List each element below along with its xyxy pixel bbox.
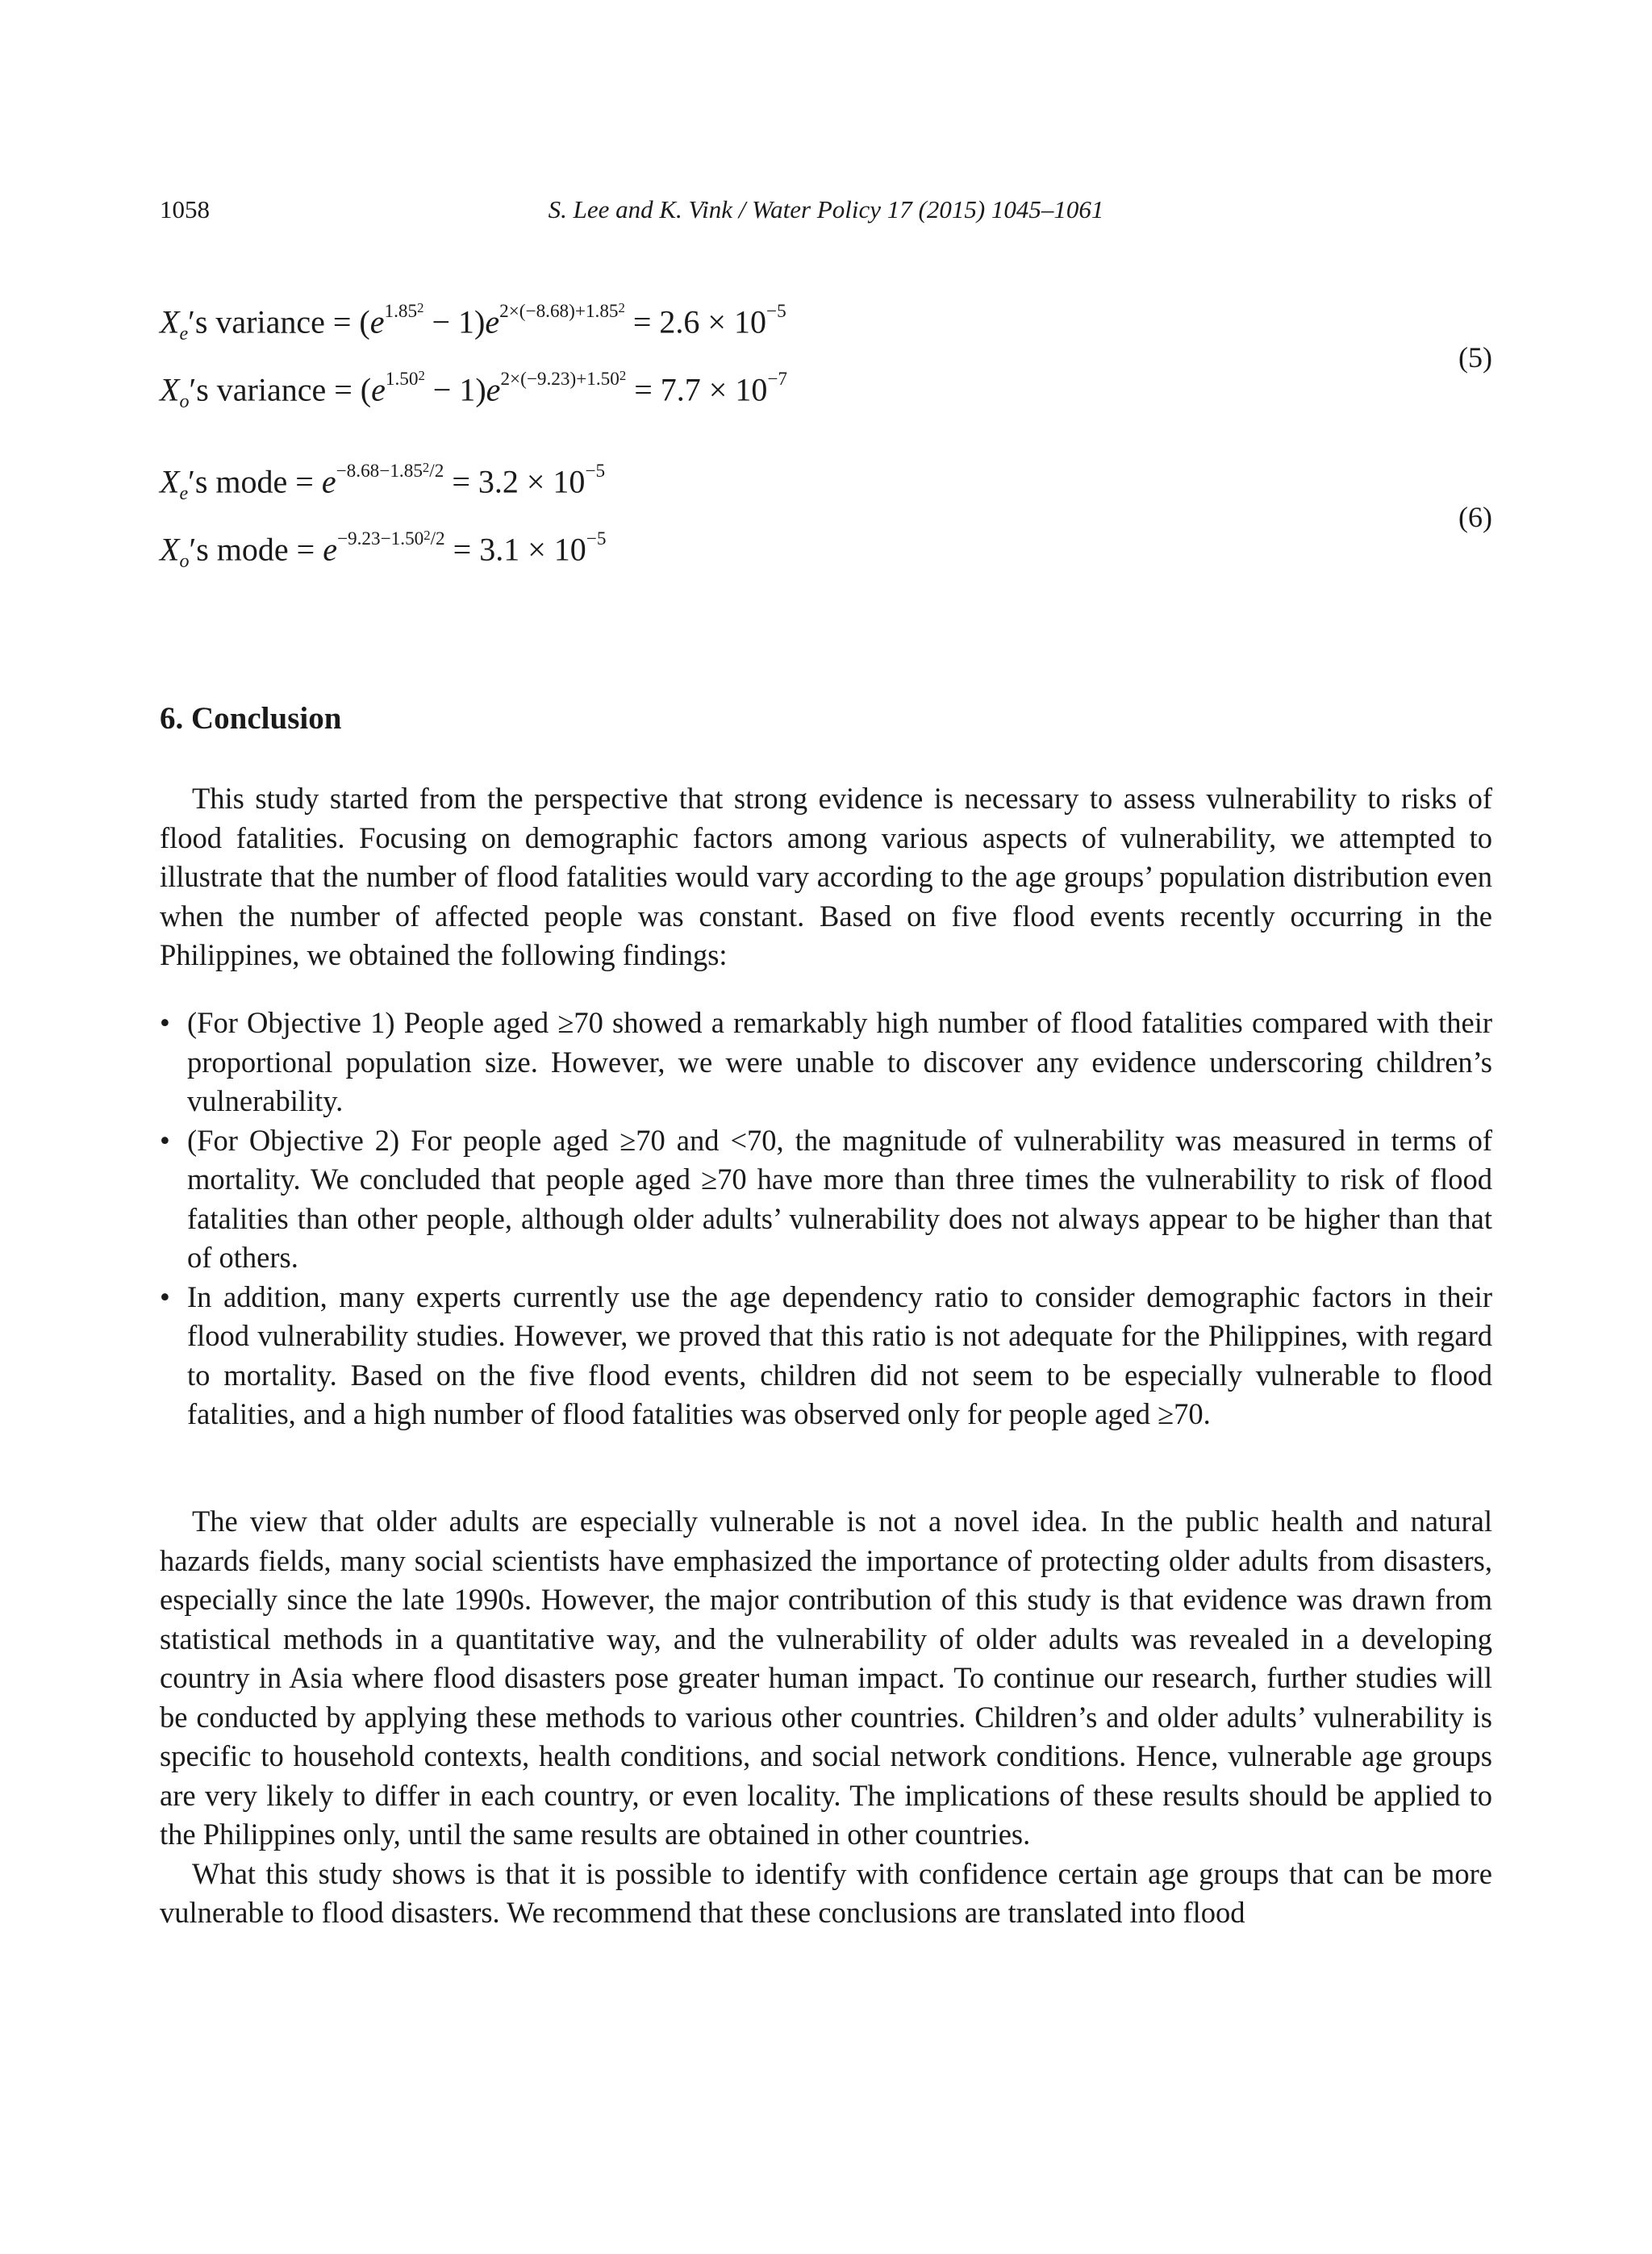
bullet-icon: •: [160, 1279, 170, 1313]
paragraph-text: What this study shows is that it is possible to identify with confidence certain age groups that can be more vulnerable to flood disasters. We recommend that these conclusions are translated into flood: [160, 1856, 1492, 1929]
intro-paragraph: [160, 779, 1492, 975]
body-paragraphs: [160, 1502, 1492, 1933]
equation-xe-mode: $X_e's$ mode = $e^{-8.68-1.85^2/2} = 3.2 \times 10^{-5}$: [160, 460, 606, 504]
page-number: 1058: [160, 195, 210, 223]
running-head: [160, 195, 1492, 231]
list-item: • In addition, many experts currently use the age dependency ratio to consider demographic factors in their flood vulnerability studies. However, we proved that this ratio is not adequate for the Philippines, with regard to mortality. Based on the five flood events, children did not seem to be especially vulnerable to flood fatalities, and a high number of flood fatalities was observed only for people aged ≥70.: [160, 1278, 1492, 1434]
equation-xe-variance: $X_e's$ variance = $(e^{1.85^2} - 1)e^{2\times(-8.68)+1.85^2} = 2.6 \times 10^{-5}$: [160, 300, 786, 344]
equation-5: [160, 300, 1492, 413]
paragraph-text: This study started from the perspective that strong evidence is necessary to assess vulnerability to risks of flood fatalities. Focusing on demographic factors among various aspects of vulnerability, we attempted to illustrate that the number of flood fatalities would vary according to the age groups’ population distribution even when the number of affected people was constant. Based on five flood events recently occurring in the Philippines, we obtained the following findings:: [160, 782, 1492, 971]
journal-reference: S. Lee and K. Vink / Water Policy 17 (2015) 1045–1061: [548, 195, 1104, 223]
equation-6: [160, 460, 1492, 573]
paragraph-text: The view that older adults are especially vulnerable is not a novel idea. In the public health and natural hazards fields, many social scientists have emphasized the importance of protecting older adults from disasters, especially since the late 1990s. However, the major contribution of this study is that evidence was drawn from statistical methods in a quantitative way, and the vulnerability of older adults was revealed in a developing country in Asia where flood disasters pose greater human impact. To continue our research, further studies will be conducted by applying these methods to various other countries. Children’s and older adults’ vulnerability is specific to household contexts, health conditions, and social network conditions. Hence, vulnerable age groups are very likely to differ in each country, or even locality. The implications of these results should be applied to the Philippines only, until the same results are obtained in other countries.: [160, 1505, 1492, 1851]
equation-number-6: (6): [1458, 501, 1492, 533]
findings-list: [160, 1004, 1492, 1434]
equation-number-5: (5): [1458, 341, 1492, 374]
section-heading: 6. Conclusion: [160, 701, 342, 736]
equation-xo-variance: $X_o's$ variance = $(e^{1.50^2} - 1)e^{2\times(-9.23)+1.50^2} = 7.7 \times 10^{-7}$: [160, 368, 788, 412]
list-item: • (For Objective 2) For people aged ≥70 and <70, the magnitude of vulnerability was measured in terms of mortality. We concluded that people aged ≥70 have more than three times the vulnerability to risk of flood fatalities than other people, although older adults’ vulnerability does not always appear to be higher than that of others.: [160, 1121, 1492, 1278]
bullet-icon: •: [160, 1123, 170, 1157]
bullet-icon: •: [160, 1006, 170, 1039]
equation-xo-mode: $X_o's$ mode = $e^{-9.23-1.50^2/2} = 3.1 \times 10^{-5}$: [160, 528, 607, 572]
list-item: • (For Objective 1) People aged ≥70 showed a remarkably high number of flood fatalities compared with their proportional population size. However, we were unable to discover any evidence underscoring children’s vulnerability.: [160, 1004, 1492, 1121]
